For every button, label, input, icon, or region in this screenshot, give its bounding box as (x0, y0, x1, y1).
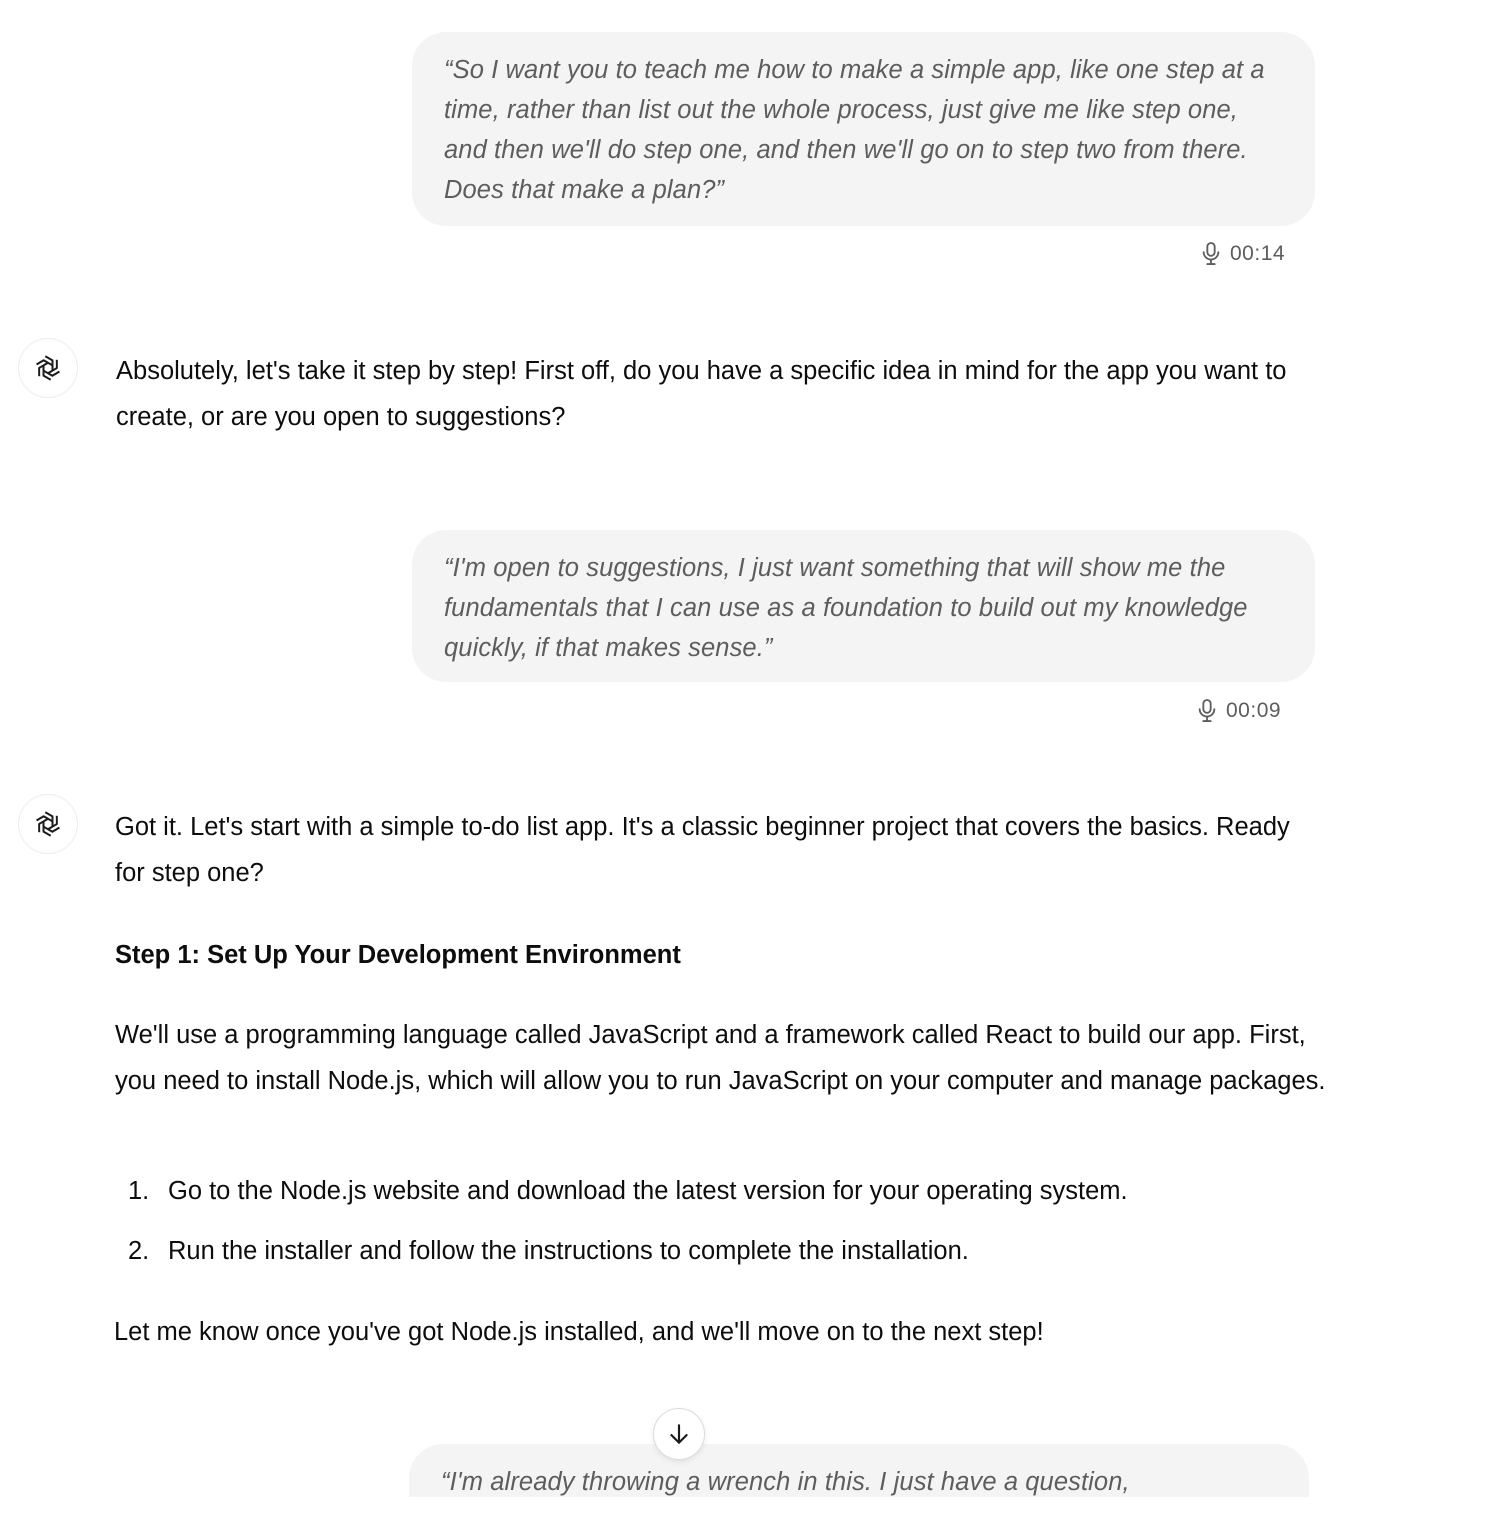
user-voice-message (412, 530, 1315, 682)
step-heading-text: Step 1: Set Up Your Development Environment (115, 941, 681, 969)
assistant-message-text: Got it. Let's start with a simple to-do list app. It's a classic beginner project that covers the basics. Ready for step one? (115, 813, 1290, 887)
user-message-text: “I'm already throwing a wrench in this. I just have a question, (441, 1468, 1130, 1496)
assistant-avatar (18, 338, 78, 398)
assistant-message-text: Absolutely, let's take it step by step! First off, do you have a specific idea in mind for the app you want to create, or are you open to suggestions? (116, 357, 1287, 431)
user-message-text: “So I want you to teach me how to make a simple app, like one step at a time, rather than list out the whole process, just give me like step one, and then we'll do step one, and then we'll go on to step two from there. Does that make a plan?” (444, 56, 1265, 204)
list-item-number: 2. (128, 1237, 150, 1265)
voice-duration[interactable] (1200, 241, 1285, 267)
list-item (128, 1228, 1318, 1274)
voice-duration-label: 00:14 (1230, 242, 1286, 265)
assistant-avatar (18, 794, 78, 854)
assistant-message-outro (114, 1309, 1324, 1355)
voice-duration[interactable] (1196, 698, 1281, 724)
assistant-message-text: Let me know once you've got Node.js installed, and we'll move on to the next step! (114, 1318, 1044, 1346)
arrow-down-icon (666, 1421, 692, 1447)
list-item-text: Go to the Node.js website and download the latest version for your operating system. (168, 1177, 1128, 1205)
assistant-message-intro (115, 804, 1325, 896)
openai-logo-icon (30, 350, 66, 386)
list-item-text: Run the installer and follow the instructions to complete the installation. (168, 1237, 969, 1265)
microphone-icon (1196, 698, 1218, 724)
step-heading (115, 932, 1325, 978)
assistant-message-text: We'll use a programming language called JavaScript and a framework called React to build our app. First, you need to install Node.js, which will allow you to run JavaScript on your computer and manage packages. (115, 1021, 1326, 1095)
microphone-icon (1200, 241, 1222, 267)
assistant-message-body (115, 1012, 1330, 1104)
bottom-edge (0, 1497, 1500, 1521)
assistant-message (116, 348, 1326, 440)
user-voice-message (412, 32, 1315, 226)
instruction-list (128, 1168, 1318, 1288)
openai-logo-icon (30, 806, 66, 842)
voice-duration-label: 00:09 (1226, 699, 1282, 722)
list-item (128, 1168, 1318, 1214)
list-item-number: 1. (128, 1177, 150, 1205)
scroll-to-bottom-button[interactable] (653, 1408, 705, 1460)
user-message-text: “I'm open to suggestions, I just want something that will show me the fundamentals that I can use as a foundation to build out my knowledge quickly, if that makes sense.” (444, 554, 1248, 662)
